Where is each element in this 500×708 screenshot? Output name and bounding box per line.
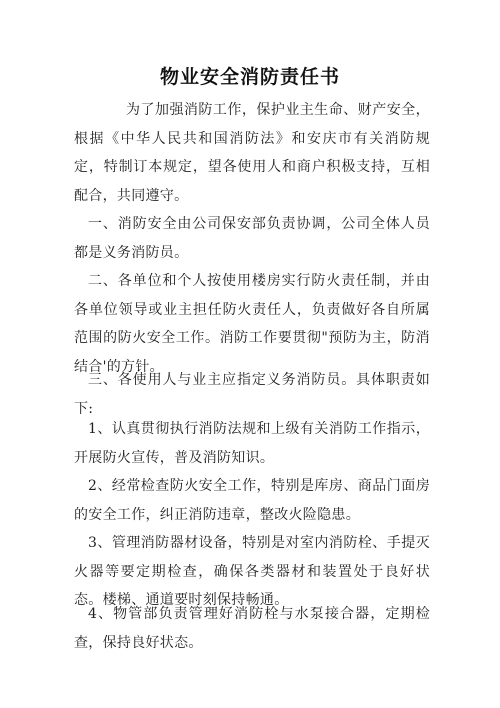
paragraph-duty-3: 3、管理消防器材设备，特别是对室内消防栓、手提灭火器等要定期检查，确保各类器材和装置处于良好状态。楼梯、通道要时刻保持畅通。	[74, 535, 430, 608]
paragraph-duty-2: 2、经常检查防火安全工作，特别是库房、商品门面房的安全工作，纠正消防违章，整改火险隐患。	[74, 478, 430, 523]
paragraph-intro: 为了加强消防工作，保护业主生命、财产安全，根据《中华人民共和国消防法》和安庆市有关消防规定，特制订本规定，望各使用人和商户积极支持，互相配合，共同遵守。	[74, 102, 430, 204]
paragraph-duty-4: 4、物管部负责管理好消防栓与水泵接合器，定期检查，保持良好状态。	[74, 606, 430, 651]
paragraph-clause-3: 三、各使用人与业主应指定义务消防员。具体职责如下:	[74, 372, 430, 417]
paragraph-clause-2: 二、各单位和个人按使用楼房实行防火责任制，并由各单位领导或业主担任防火责任人，负责做好各自所属范围的防火安全工作。消防工作要贯彻"预防为主，防消结合'的方针。	[74, 273, 430, 375]
paragraph-duty-1: 1、认真贯彻执行消防法规和上级有关消防工作指示，开展防火宣传，普及消防知识。	[74, 421, 430, 466]
document-title: 物业安全消防责任书	[159, 66, 340, 88]
paragraph-clause-1: 一、消防安全由公司保安部负责协调，公司全体人员都是义务消防员。	[74, 216, 430, 261]
